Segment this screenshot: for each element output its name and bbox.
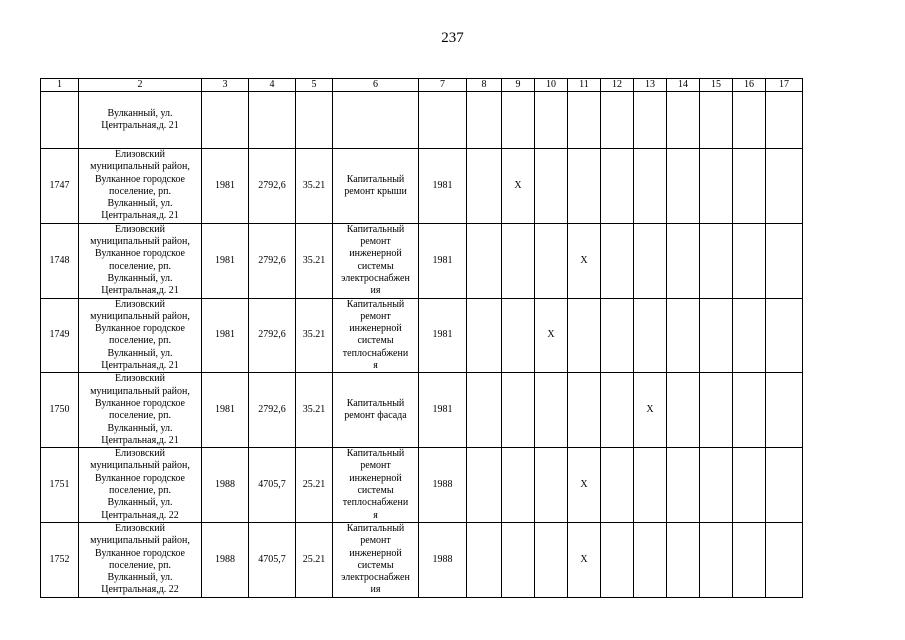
cell-empty <box>667 223 700 298</box>
table-row <box>41 149 803 224</box>
cell-empty <box>700 92 733 149</box>
cell-empty <box>667 522 700 597</box>
cell-col5: 25.21 <box>296 448 333 523</box>
cell-col7: 1988 <box>419 522 467 597</box>
cell-work-type: Капитальный ремонт инженерной системы электроснабжен ия <box>333 522 419 597</box>
table-row <box>41 298 803 373</box>
cell-year: 1981 <box>202 298 249 373</box>
cell-empty <box>601 92 634 149</box>
cell-empty <box>634 448 667 523</box>
cell-col7: 1988 <box>419 448 467 523</box>
column-number-header: 4 <box>249 79 296 92</box>
cell-col5: 25.21 <box>296 522 333 597</box>
cell-empty <box>467 298 502 373</box>
cell-address: Елизовский муниципальный район, Вулканное городское поселение, рп. Вулканный, ул. Центральная,д. 22 <box>79 522 202 597</box>
column-number-header: 11 <box>568 79 601 92</box>
cell-mark: X <box>568 522 601 597</box>
cell-empty <box>467 92 502 149</box>
cell-empty <box>467 223 502 298</box>
cell-empty <box>733 223 766 298</box>
cell-empty <box>568 149 601 224</box>
cell-empty <box>700 373 733 448</box>
column-number-header: 8 <box>467 79 502 92</box>
cell-empty <box>601 448 634 523</box>
cell-area: 4705,7 <box>249 448 296 523</box>
cell-empty <box>467 149 502 224</box>
cell-row-number: 1748 <box>41 223 79 298</box>
cell-area: 2792,6 <box>249 298 296 373</box>
cell-work-type: Капитальный ремонт инженерной системы электроснабжен ия <box>333 223 419 298</box>
cell-empty <box>601 522 634 597</box>
cell-empty <box>733 298 766 373</box>
cell-empty <box>502 522 535 597</box>
cell-empty <box>667 149 700 224</box>
column-number-header: 5 <box>296 79 333 92</box>
cell-empty <box>634 298 667 373</box>
cell-empty <box>535 92 568 149</box>
cell-empty <box>634 149 667 224</box>
cell-empty <box>535 149 568 224</box>
cell-area: 2792,6 <box>249 223 296 298</box>
cell-year: 1988 <box>202 522 249 597</box>
column-number-header: 1 <box>41 79 79 92</box>
cell-empty <box>766 223 803 298</box>
cell-row-number: 1750 <box>41 373 79 448</box>
column-number-header: 12 <box>601 79 634 92</box>
cell-empty <box>467 522 502 597</box>
cell-address: Вулканный, ул. Центральная,д. 21 <box>79 92 202 149</box>
cell-empty <box>333 92 419 149</box>
cell-year: 1981 <box>202 373 249 448</box>
cell-empty <box>419 92 467 149</box>
cell-mark: X <box>634 373 667 448</box>
cell-empty <box>601 223 634 298</box>
cell-mark: X <box>502 149 535 224</box>
table-body <box>41 92 803 598</box>
cell-area: 2792,6 <box>249 149 296 224</box>
repair-schedule-table <box>40 78 803 598</box>
cell-address: Елизовский муниципальный район, Вулканное городское поселение, рп. Вулканный, ул. Центральная,д. 21 <box>79 373 202 448</box>
cell-empty <box>766 448 803 523</box>
cell-empty <box>535 448 568 523</box>
cell-empty <box>766 522 803 597</box>
cell-empty <box>568 298 601 373</box>
page-number: 237 <box>441 30 464 46</box>
cell-col7: 1981 <box>419 373 467 448</box>
cell-empty <box>700 149 733 224</box>
cell-empty <box>601 298 634 373</box>
cell-empty <box>535 373 568 448</box>
cell-empty <box>667 92 700 149</box>
column-number-header: 14 <box>667 79 700 92</box>
table-row <box>41 223 803 298</box>
column-number-header: 2 <box>79 79 202 92</box>
cell-num <box>41 92 79 149</box>
cell-col5: 35.21 <box>296 223 333 298</box>
cell-col7: 1981 <box>419 298 467 373</box>
cell-mark: X <box>568 223 601 298</box>
cell-empty <box>700 448 733 523</box>
cell-empty <box>601 373 634 448</box>
cell-empty <box>568 373 601 448</box>
column-number-row <box>41 79 803 92</box>
cell-empty <box>766 149 803 224</box>
table-row <box>41 448 803 523</box>
cell-empty <box>766 373 803 448</box>
cell-empty <box>535 522 568 597</box>
cell-empty <box>634 522 667 597</box>
cell-empty <box>502 223 535 298</box>
cell-empty <box>700 223 733 298</box>
cell-address: Елизовский муниципальный район, Вулканное городское поселение, рп. Вулканный, ул. Центральная,д. 21 <box>79 223 202 298</box>
cell-empty <box>733 92 766 149</box>
column-number-header: 10 <box>535 79 568 92</box>
cell-empty <box>700 522 733 597</box>
cell-empty <box>502 373 535 448</box>
column-number-header: 16 <box>733 79 766 92</box>
cell-empty <box>766 298 803 373</box>
cell-address: Елизовский муниципальный район, Вулканное городское поселение, рп. Вулканный, ул. Центральная,д. 22 <box>79 448 202 523</box>
cell-empty <box>733 373 766 448</box>
cell-work-type: Капитальный ремонт инженерной системы теплоснабжени я <box>333 298 419 373</box>
column-number-header: 3 <box>202 79 249 92</box>
cell-row-number: 1752 <box>41 522 79 597</box>
cell-year: 1981 <box>202 223 249 298</box>
cell-work-type: Капитальный ремонт крыши <box>333 149 419 224</box>
cell-col5: 35.21 <box>296 373 333 448</box>
cell-row-number: 1747 <box>41 149 79 224</box>
column-number-header: 17 <box>766 79 803 92</box>
cell-empty <box>535 223 568 298</box>
column-number-header: 9 <box>502 79 535 92</box>
cell-col7: 1981 <box>419 223 467 298</box>
cell-empty <box>502 448 535 523</box>
cell-address: Елизовский муниципальный район, Вулканное городское поселение, рп. Вулканный, ул. Центральная,д. 21 <box>79 298 202 373</box>
cell-area: 4705,7 <box>249 522 296 597</box>
cell-work-type: Капитальный ремонт инженерной системы теплоснабжени я <box>333 448 419 523</box>
column-number-header: 13 <box>634 79 667 92</box>
cell-empty <box>766 92 803 149</box>
cell-year: 1981 <box>202 149 249 224</box>
cell-empty <box>733 448 766 523</box>
cell-empty <box>202 92 249 149</box>
cell-col5: 35.21 <box>296 298 333 373</box>
cell-address: Елизовский муниципальный район, Вулканное городское поселение, рп. Вулканный, ул. Центральная,д. 21 <box>79 149 202 224</box>
cell-empty <box>634 223 667 298</box>
table-row <box>41 373 803 448</box>
cell-col7: 1981 <box>419 149 467 224</box>
cell-row-number: 1749 <box>41 298 79 373</box>
cell-empty <box>601 149 634 224</box>
cell-mark: X <box>535 298 568 373</box>
cell-work-type: Капитальный ремонт фасада <box>333 373 419 448</box>
cell-empty <box>667 298 700 373</box>
cell-empty <box>467 373 502 448</box>
cell-year: 1988 <box>202 448 249 523</box>
cell-col5: 35.21 <box>296 149 333 224</box>
column-number-header: 15 <box>700 79 733 92</box>
cell-mark: X <box>568 448 601 523</box>
cell-empty <box>502 298 535 373</box>
table-row <box>41 522 803 597</box>
cell-empty <box>733 522 766 597</box>
column-number-header: 6 <box>333 79 419 92</box>
cell-empty <box>733 149 766 224</box>
cell-row-number: 1751 <box>41 448 79 523</box>
cell-empty <box>568 92 601 149</box>
continuation-row <box>41 92 803 149</box>
cell-empty <box>502 92 535 149</box>
cell-empty <box>667 448 700 523</box>
cell-empty <box>634 92 667 149</box>
cell-empty <box>467 448 502 523</box>
column-number-header: 7 <box>419 79 467 92</box>
cell-empty <box>296 92 333 149</box>
cell-empty <box>700 298 733 373</box>
cell-empty <box>667 373 700 448</box>
cell-empty <box>249 92 296 149</box>
cell-area: 2792,6 <box>249 373 296 448</box>
